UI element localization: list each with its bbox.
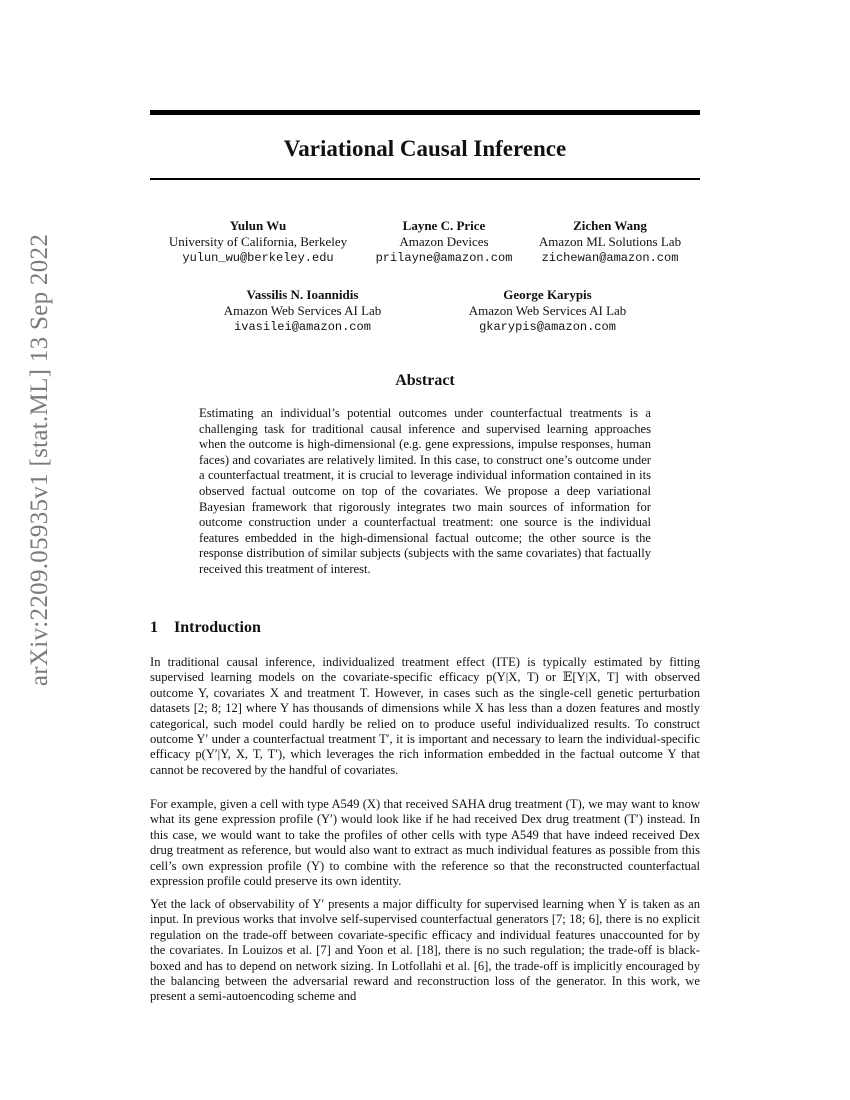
author-affiliation: Amazon Devices: [399, 234, 489, 249]
arxiv-identifier-stamp: [8, 233, 72, 687]
author-affiliation: Amazon Web Services AI Lab: [468, 303, 627, 318]
author-name: George Karypis: [503, 287, 592, 302]
author-email[interactable]: gkarypis@amazon.com: [479, 320, 616, 334]
author-block: [364, 218, 524, 266]
body-paragraph: For example, given a cell with type A549 (X) that received SAHA drug treatment (T), we may want to know what its gene expression profile (Y′) would look like if he had received Dex drug treatment (T′) instead. In this case, we would want to take the profiles of other cells with type A549 that have indeed received Dex drug treatment as reference, but would also want to extract as much individual features as possible from this cell’s own expression profile (Y) to combine with the reference so that the reconstructed counterfactual expression profile could preserve its own identity.: [150, 797, 700, 889]
abstract-heading: Abstract: [395, 372, 455, 389]
section-title: Introduction: [174, 619, 261, 636]
author-name: Vassilis N. Ioannidis: [246, 287, 359, 302]
author-name: Zichen Wang: [573, 218, 647, 233]
author-email[interactable]: zichewan@amazon.com: [541, 251, 679, 265]
author-affiliation: University of California, Berkeley: [168, 234, 348, 249]
author-block: [205, 287, 400, 335]
author-block: [158, 218, 358, 266]
author-name: Yulun Wu: [229, 218, 287, 233]
author-affiliation: Amazon Web Services AI Lab: [223, 303, 382, 318]
body-paragraph: In traditional causal inference, individualized treatment effect (ITE) is typically estimated by fitting supervised learning models on the covariate-specific efficacy p(Y|X, T) or 𝔼[Y|X, T] with observed outcome Y, covariates X and treatment T. However, in cases such as the single-cell genetic perturbation datasets [2; 8; 12] where Y has thousands of dimensions while X has less than a dozen features and mostly categorical, such model could hardly be relied on to produce useful individualized results. To construct outcome Y′ under a counterfactual treatment T′, it is important and necessary to learn the individual-specific efficacy p(Y′|Y, X, T, T′), which leverages the rich information embedded in the factual outcome Y that cannot be recovered by the handful of covariates.: [150, 655, 700, 777]
author-email[interactable]: prilayne@amazon.com: [375, 251, 513, 265]
title-rule-bottom: [150, 178, 700, 180]
title-rule-top: [150, 110, 700, 115]
author-affiliation: Amazon ML Solutions Lab: [538, 234, 682, 249]
author-email[interactable]: ivasilei@amazon.com: [234, 320, 371, 334]
author-name: Layne C. Price: [402, 218, 486, 233]
abstract-text: Estimating an individual’s potential outcomes under counterfactual treatments is a challenging task for traditional causal inference and supervised learning approaches when the outcome is high-dimensional (e.g. gene expressions, impulse responses, human faces) and covariates are relatively limited. In this case, to construct one’s outcome under a counterfactual treatment, it is crucial to leverage individual information contained in its observed factual outcome on top of the covariates. We propose a deep variational Bayesian framework that rigorously integrates two main sources of information for outcome construction under a counterfactual treatment: one source is the individual features embedded in the high-dimensional factual outcome; the other source is the response distribution of similar subjects (subjects with the same covariates) that factually received this treatment of interest.: [199, 406, 651, 576]
section-number: 1: [150, 619, 158, 636]
section-heading: [150, 619, 261, 637]
author-block: [450, 287, 645, 335]
body-paragraph: Yet the lack of observability of Y′ presents a major difficulty for supervised learning when Y is taken as an input. In previous works that involve self-supervised counterfactual generators [7; 18; 6], there is no explicit regulation on the trade-off between covariate-specific efficacy and individual features unaccounted for by the covariates. In Louizos et al. [7] and Yoon et al. [18], there is no such regulation; the trade-off is black-boxed and has to depend on network sizing. In Lotfollahi et al. [6], the trade-off is implicitly encouraged by the balancing between the adversarial reward and reconstruction loss of the generator. In this work, we present a semi-autoencoding scheme and: [150, 897, 700, 1004]
paper-title: Variational Causal Inference: [283, 136, 567, 161]
author-block: [525, 218, 695, 266]
author-email[interactable]: yulun_wu@berkeley.edu: [182, 251, 334, 265]
arxiv-identifier-text: arXiv:2209.05935v1 [stat.ML] 13 Sep 2022: [26, 233, 54, 687]
